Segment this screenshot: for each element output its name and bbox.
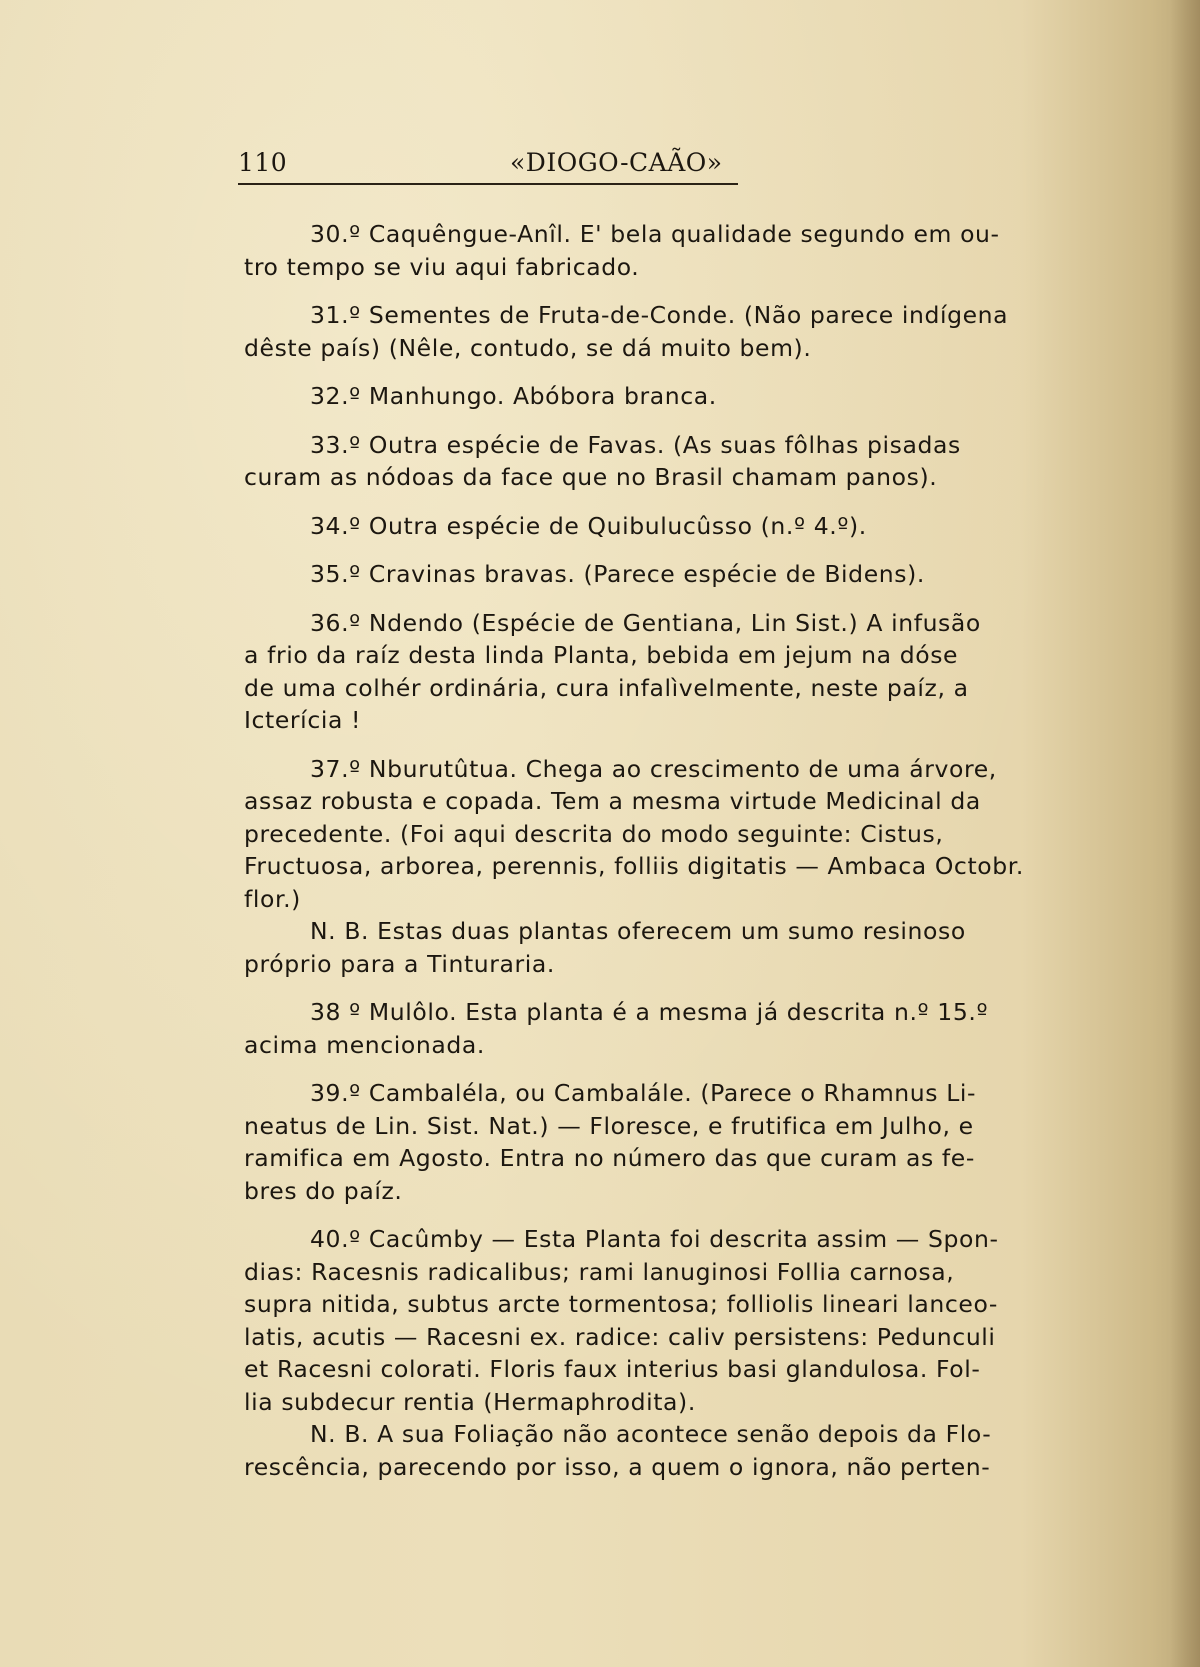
- page-number: 110: [238, 148, 288, 177]
- text-line: de uma colhér ordinária, cura infalìvelmente, neste paíz, a: [244, 673, 969, 702]
- text-line: a frio da raíz desta linda Planta, bebida em jejum na dóse: [244, 641, 959, 669]
- page-header: [238, 148, 738, 184]
- text-line: Fructuosa, arborea, perennis, folliis digitatis — Ambaca Octobr.: [244, 852, 1024, 880]
- text-line: próprio para a Tinturaria.: [244, 949, 556, 978]
- text-line: 30.º Caquêngue-Anîl. E' bela qualidade segundo em ou-: [310, 220, 1000, 248]
- text-line: et Racesni colorati. Floris faux interius basi glandulosa. Fol-: [244, 1355, 981, 1383]
- text-line: 35.º Cravinas bravas. (Parece espécie de Bidens).: [310, 560, 925, 588]
- text-line: 31.º Sementes de Fruta-de-Conde. (Não parece indígena: [310, 301, 1009, 329]
- entry-32: [244, 380, 1072, 413]
- entry-37: [244, 753, 1072, 981]
- text-line: bres do paíz.: [244, 1176, 403, 1205]
- text-line: N. B. A sua Foliação não acontece senão depois da Flo-: [310, 1420, 992, 1448]
- page-fold-shadow: [1170, 0, 1200, 1667]
- text-line: assaz robusta e copada. Tem a mesma virtude Medicinal da: [244, 787, 981, 815]
- entry-30: [244, 218, 1072, 283]
- text-line: precedente. (Foi aqui descrita do modo seguinte: Cistus,: [244, 819, 944, 848]
- running-title: «DIOGO-CAÃO»: [510, 148, 723, 177]
- text-line: 40.º Cacûmby — Esta Planta foi descrita assim — Spon-: [310, 1225, 999, 1253]
- entry-40: [244, 1223, 1072, 1483]
- text-line: supra nitida, subtus arcte tormentosa; folliolis lineari lanceo-: [244, 1290, 998, 1318]
- header-rule: [238, 183, 738, 185]
- body-text: [244, 218, 1072, 1499]
- text-line: 37.º Nburutûtua. Chega ao crescimento de uma árvore,: [310, 754, 997, 783]
- text-line: N. B. Estas duas plantas oferecem um sumo resinoso: [310, 917, 966, 945]
- text-line: tro tempo se viu aqui fabricado.: [244, 252, 640, 281]
- text-line: latis, acutis — Racesni ex. radice: caliv persistens: Pedunculi: [244, 1322, 996, 1351]
- text-line: acima mencionada.: [244, 1030, 485, 1059]
- text-line: dias: Racesnis radicalibus; rami lanuginosi Follia carnosa,: [244, 1257, 955, 1286]
- text-line: neatus de Lin. Sist. Nat.) — Floresce, e frutifica em Julho, e: [244, 1111, 974, 1140]
- entry-35: [244, 558, 1072, 591]
- entry-34: [244, 510, 1072, 543]
- text-line: 39.º Cambaléla, ou Cambalále. (Parece o Rhamnus Li-: [310, 1079, 977, 1107]
- text-line: 38 º Mulôlo. Esta planta é a mesma já descrita n.º 15.º: [310, 998, 989, 1026]
- entry-31: [244, 299, 1072, 364]
- text-line: curam as nódoas da face que no Brasil chamam panos).: [244, 463, 938, 491]
- text-line: 34.º Outra espécie de Quibulucûsso (n.º 4.º).: [310, 511, 867, 540]
- text-line: lia subdecur rentia (Hermaphrodita).: [244, 1387, 696, 1416]
- text-line: ramifica em Agosto. Entra no número das que curam as fe-: [244, 1144, 975, 1172]
- entry-36: [244, 607, 1072, 737]
- text-line: 33.º Outra espécie de Favas. (As suas fôlhas pisadas: [310, 430, 961, 459]
- entry-38: [244, 996, 1072, 1061]
- text-line: 36.º Ndendo (Espécie de Gentiana, Lin Sist.) A infusão: [310, 608, 981, 637]
- entry-39: [244, 1077, 1072, 1207]
- text-line: rescência, parecendo por isso, a quem o ignora, não perten-: [244, 1452, 991, 1481]
- text-line: 32.º Manhungo. Abóbora branca.: [310, 382, 717, 410]
- entry-33: [244, 429, 1072, 494]
- text-line: Icterícia !: [244, 706, 362, 734]
- text-line: dêste país) (Nêle, contudo, se dá muito bem).: [244, 333, 812, 362]
- text-line: flor.): [244, 884, 301, 913]
